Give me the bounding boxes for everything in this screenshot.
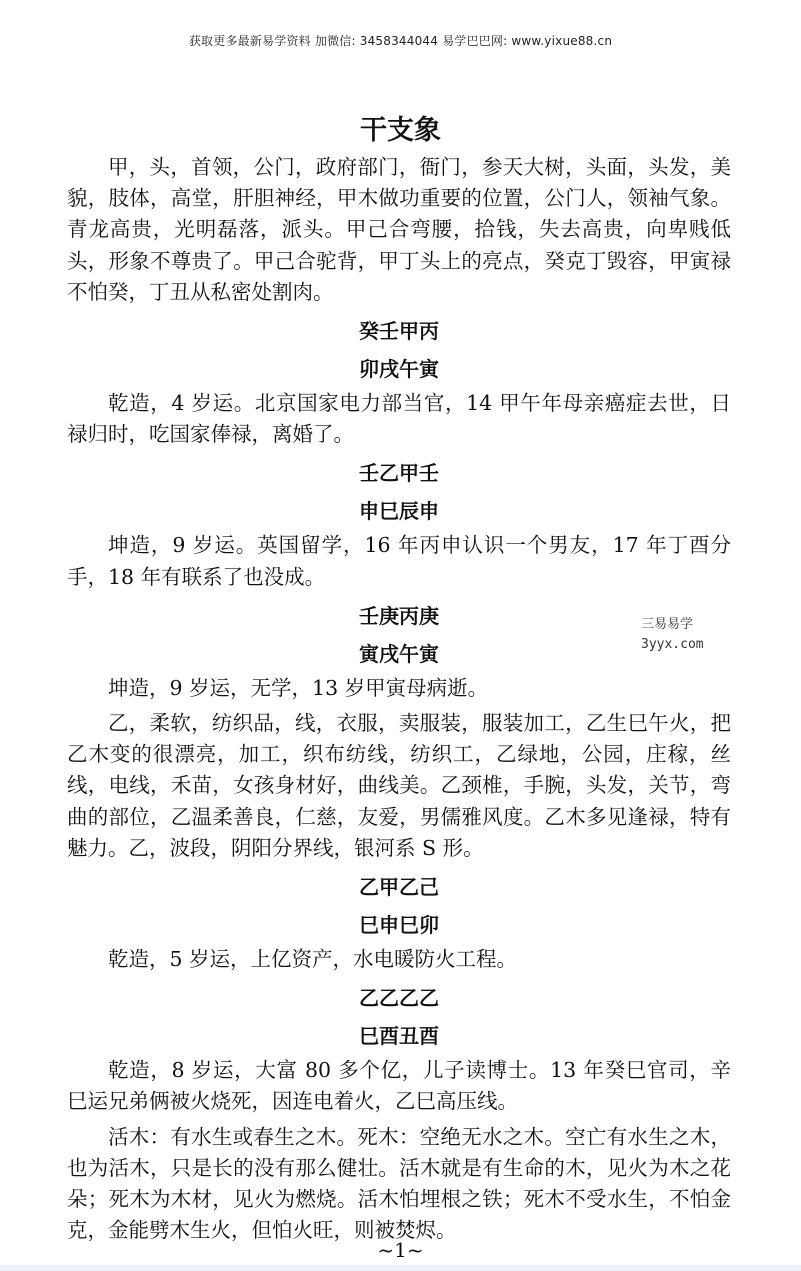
- bazi-branches-5: 巳酉丑酉: [359, 1024, 439, 1049]
- case-note-2: 坤造，9 岁运。英国留学，16 年丙申认识一个男友，17 年丁酉分手，18 年有联系了也没成。: [67, 533, 731, 589]
- bazi-stems-3: 壬庚丙庚: [359, 603, 439, 628]
- viewer-bottom-edge: [0, 1265, 801, 1271]
- bazi-stems-1: 癸壬甲丙: [359, 319, 439, 344]
- bazi-stems-4: 乙甲乙己: [359, 875, 439, 900]
- page-title: 干支象: [360, 115, 441, 146]
- case-note-1: 乾造，4 岁运。北京国家电力部当官，14 甲午年母亲癌症去世，日禄归时，吃国家俸禄，离婚了。: [67, 391, 731, 447]
- bazi-branches-1: 卯戌午寅: [359, 357, 439, 382]
- document-body: [67, 152, 731, 1250]
- bazi-stems-2: 壬乙甲壬: [359, 461, 439, 486]
- paragraph-jia: 甲，头，首领，公门，政府部门，衙门，参天大树，头面，头发，美貌，肢体，高堂，肝胆神经，甲木做功重要的位置，公门人，领袖气象。青龙高贵，光明磊落，派头。甲己合弯腰，拾钱，失去高贵，向卑贱低头，形象不尊贵了。甲己合驼背，甲丁头上的亮点，癸克丁毁容，甲寅禄不怕癸，丁丑从私密处割肉。: [67, 155, 731, 304]
- paragraph-yi: 乙，柔软，纺织品，线，衣服，卖服装，服装加工，乙生巳午火，把乙木变的很漂亮，加工，织布纺线，纺织工，乙绿地，公园，庄稼，丝线，电线，禾苗，女孩身材好，曲线美。乙颈椎，手腕，头发，关节，弯曲的部位，乙温柔善良，仁慈，友爱，男儒雅风度。乙木多见逢禄，特有魅力。乙，波段，阴阳分界线，银河系 S 形。: [67, 711, 731, 860]
- page-number: ~1~: [377, 1238, 424, 1262]
- bazi-branches-3: 寅戌午寅: [359, 641, 439, 666]
- watermark-site: 3yyx.com: [641, 637, 704, 652]
- header-banner: 获取更多最新易学资料 加微信: 3458344044 易学巴巴网: www.yixue88.cn: [188, 34, 613, 48]
- case-note-3: 坤造，9 岁运，无学，13 岁甲寅母病逝。: [108, 675, 489, 700]
- bazi-branches-2: 申巳辰申: [359, 499, 439, 524]
- paragraph-living-wood: 活木：有水生或春生之木。死木：空绝无水之木。空亡有水生之木，也为活木，只是长的没有那么健壮。活木就是有生命的木，见火为木之花朵；死木为木材，见火为燃烧。活木怕埋根之铁；死木不受水生，不怕金克，金能劈木生火，但怕火旺，则被焚烬。: [67, 1124, 731, 1243]
- watermark: [641, 615, 721, 655]
- watermark-name: 三易易学: [641, 617, 694, 632]
- case-note-5: 乾造，8 岁运，大富 80 多个亿，儿子读博士。13 年癸巳官司，辛巳运兄弟俩被火烧死，因连电着火，乙巳高压线。: [67, 1058, 731, 1114]
- case-note-4: 乾造，5 岁运，上亿资产，水电暖防火工程。: [108, 947, 518, 972]
- bazi-branches-4: 巳申巳卯: [359, 913, 439, 938]
- bazi-stems-5: 乙乙乙乙: [359, 986, 439, 1011]
